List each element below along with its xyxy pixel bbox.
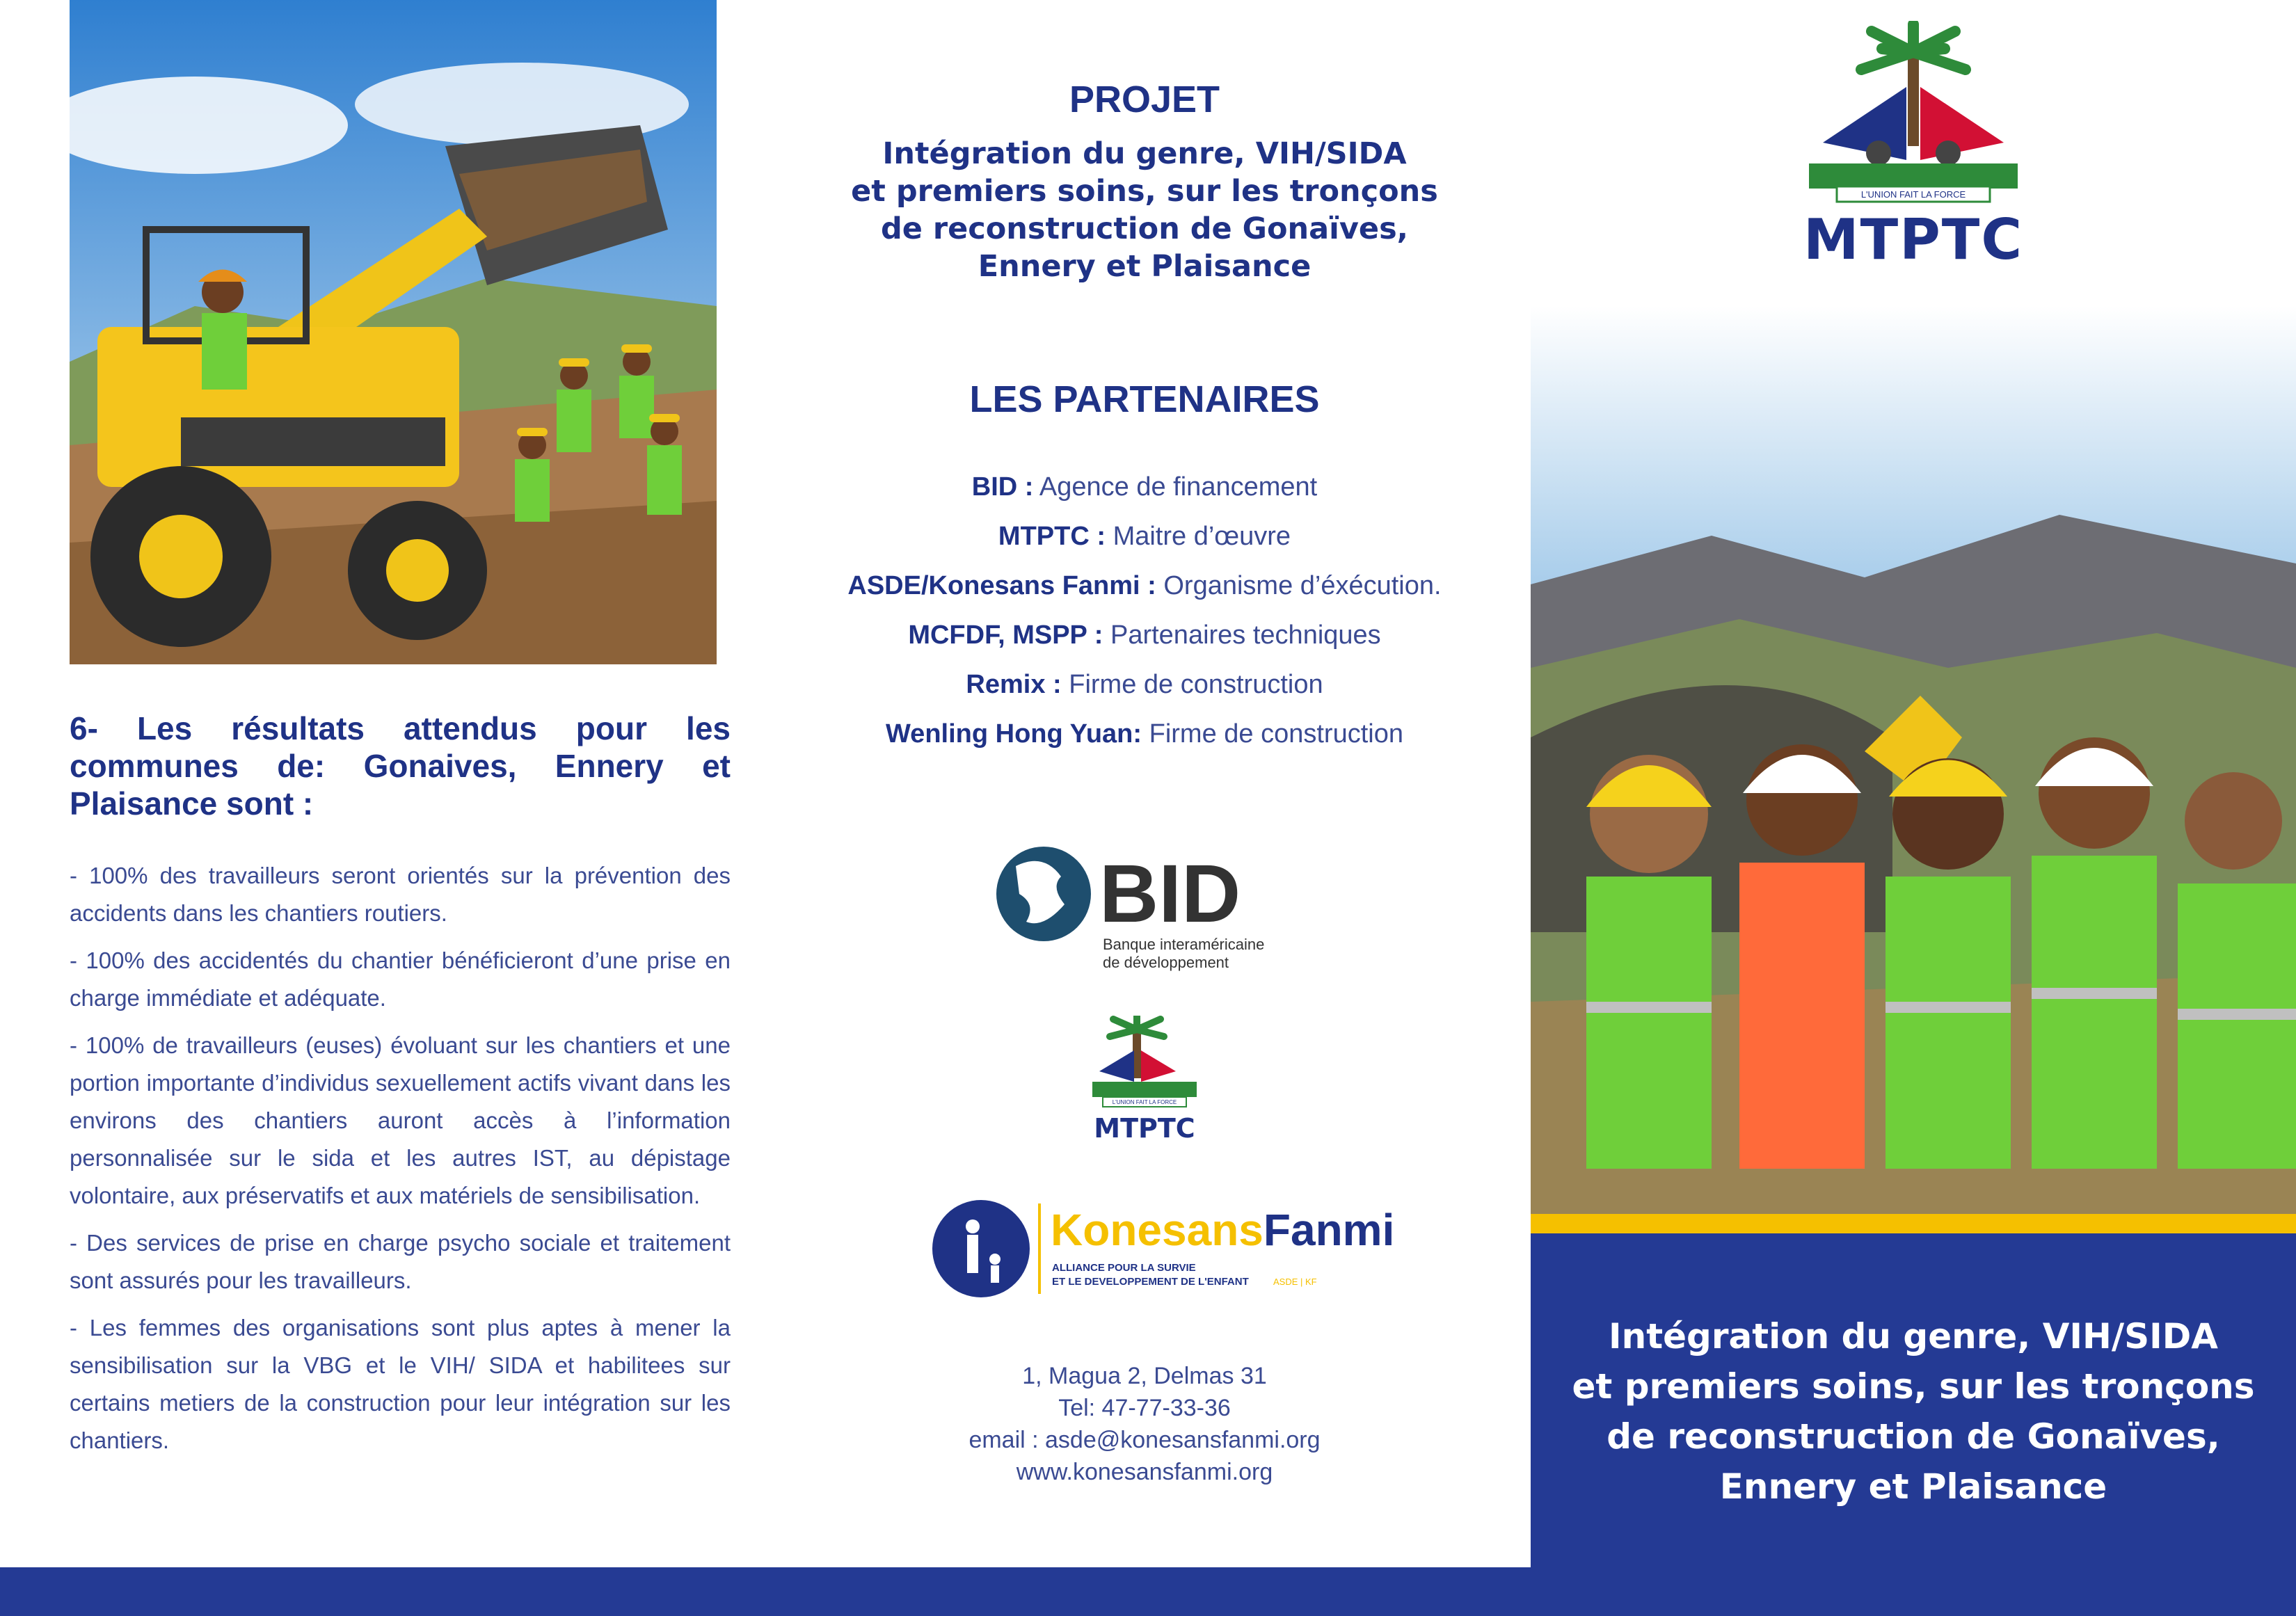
right-panel [1531,0,2296,1616]
email-line[interactable]: email : asde@konesansfanmi.org [968,1427,1321,1453]
partner-role: Firme de construction [1149,719,1403,749]
kf-wordmark-2: Fanmi [1263,1205,1395,1255]
partner-row [758,561,1531,611]
partner-name: BID : [971,472,1034,502]
yellow-stripe [1531,1214,2296,1233]
kf-tagline-1: ALLIANCE POUR LA SURVIE [1052,1262,1196,1274]
cover-title-line: de reconstruction de Gonaïves, [1607,1416,2220,1457]
konesans-fanmi-logo [932,1193,1419,1304]
partner-name: ASDE/Konesans Fanmi : [847,571,1156,600]
bid-logo [995,838,1294,977]
partner-role: Maitre d’œuvre [1113,522,1291,551]
list-item: - 100% de travailleurs (euses) évoluant sur les chantiers et une portion importante d’individus sexuellement actifs vivant dans les environs des chantiers auront accès à l’information personnalisée sur le sida et les autres IST, au dépistage volontaire, aux préservatifs et aux matériels de sensibilisation. [70,1032,731,1208]
list-item: - Des services de prise en charge psycho sociale et traitement sont assurés pour les travailleurs. [70,1230,731,1293]
construction-illustration [70,0,717,664]
partner-row [758,710,1531,759]
cover-title-line: et premiers soins, sur les tronçons [1572,1366,2255,1407]
bid-tagline-1: Banque interaméricaine [1103,936,1265,953]
partner-name: MTPTC : [998,522,1106,551]
partner-name: Wenling Hong Yuan: [886,719,1142,749]
partner-name: MCFDF, MSPP : [908,621,1103,650]
list-item: - 100% des travailleurs seront orientés sur la prévention des accidents dans les chantiers routiers. [70,863,731,926]
partners-label: LES PARTENAIRES [969,378,1320,420]
partner-role: Agence de financement [1039,472,1318,502]
middle-panel [758,0,1531,1616]
projet-label: PROJET [1069,79,1220,120]
cover-title [1531,1311,2296,1512]
list-item: - Les femmes des organisations sont plus aptes à mener la sensibilisation sur la VBG et le VIH/ SIDA et habilitees sur certains metiers de la construction pour leur intégration sur les chantiers. [70,1315,731,1453]
cover-title-line: Intégration du genre, VIH/SIDA [1609,1316,2218,1357]
haiti-emblem-icon [1795,21,2032,209]
mtptc-small-label: MTPTC [1094,1113,1195,1144]
bid-wordmark: BID [1099,848,1241,940]
address-block [758,1360,1531,1488]
partner-name: Remix : [966,670,1062,699]
workers-illustration [1531,306,2296,1214]
list-item: - 100% des accidentés du chantier bénéficieront d’une prise en charge immédiate et adéquate. [70,947,731,1011]
partner-role: Firme de construction [1069,670,1323,699]
project-title [758,135,1531,285]
cover-title-line: Ennery et Plaisance [1719,1466,2107,1507]
website-line[interactable]: www.konesansfanmi.org [1016,1459,1273,1485]
project-title-line: et premiers soins, sur les tronçons [851,174,1438,209]
results-heading: 6- Les résultats attendus pour les communes de: Gonaives, Ennery et Plaisance sont : [70,710,731,822]
phone-line: Tel: 47-77-33-36 [1058,1395,1231,1421]
kf-tagline-2: ET LE DEVELOPPEMENT DE L'ENFANT [1052,1276,1249,1288]
project-title-line: Intégration du genre, VIH/SIDA [882,136,1407,171]
kf-tag: ASDE | KF [1273,1277,1317,1287]
partner-row [758,660,1531,710]
partners-list [758,463,1531,759]
partner-role: Organisme d’éxécution. [1163,571,1442,600]
emblem-motto: L'UNION FAIT LA FORCE [1860,189,1966,200]
haiti-emblem-icon [1071,1016,1218,1113]
bottom-band [0,1567,2296,1616]
partner-role: Partenaires techniques [1110,621,1381,650]
mtptc-title: MTPTC [1803,207,2024,272]
project-title-line: Ennery et Plaisance [978,249,1312,284]
partner-row [758,611,1531,660]
emblem-motto: L'UNION FAIT LA FORCE [1112,1099,1177,1105]
svg-text:KonesansFanmi [1051,1205,1394,1255]
partner-row [758,463,1531,512]
partner-row [758,512,1531,561]
left-panel [0,0,758,1616]
bid-tagline-2: de développement [1103,954,1229,971]
results-list [70,857,731,1469]
address-line: 1, Magua 2, Delmas 31 [1022,1363,1267,1389]
kf-wordmark-1: Konesans [1051,1205,1263,1255]
project-title-line: de reconstruction de Gonaïves, [880,211,1409,246]
